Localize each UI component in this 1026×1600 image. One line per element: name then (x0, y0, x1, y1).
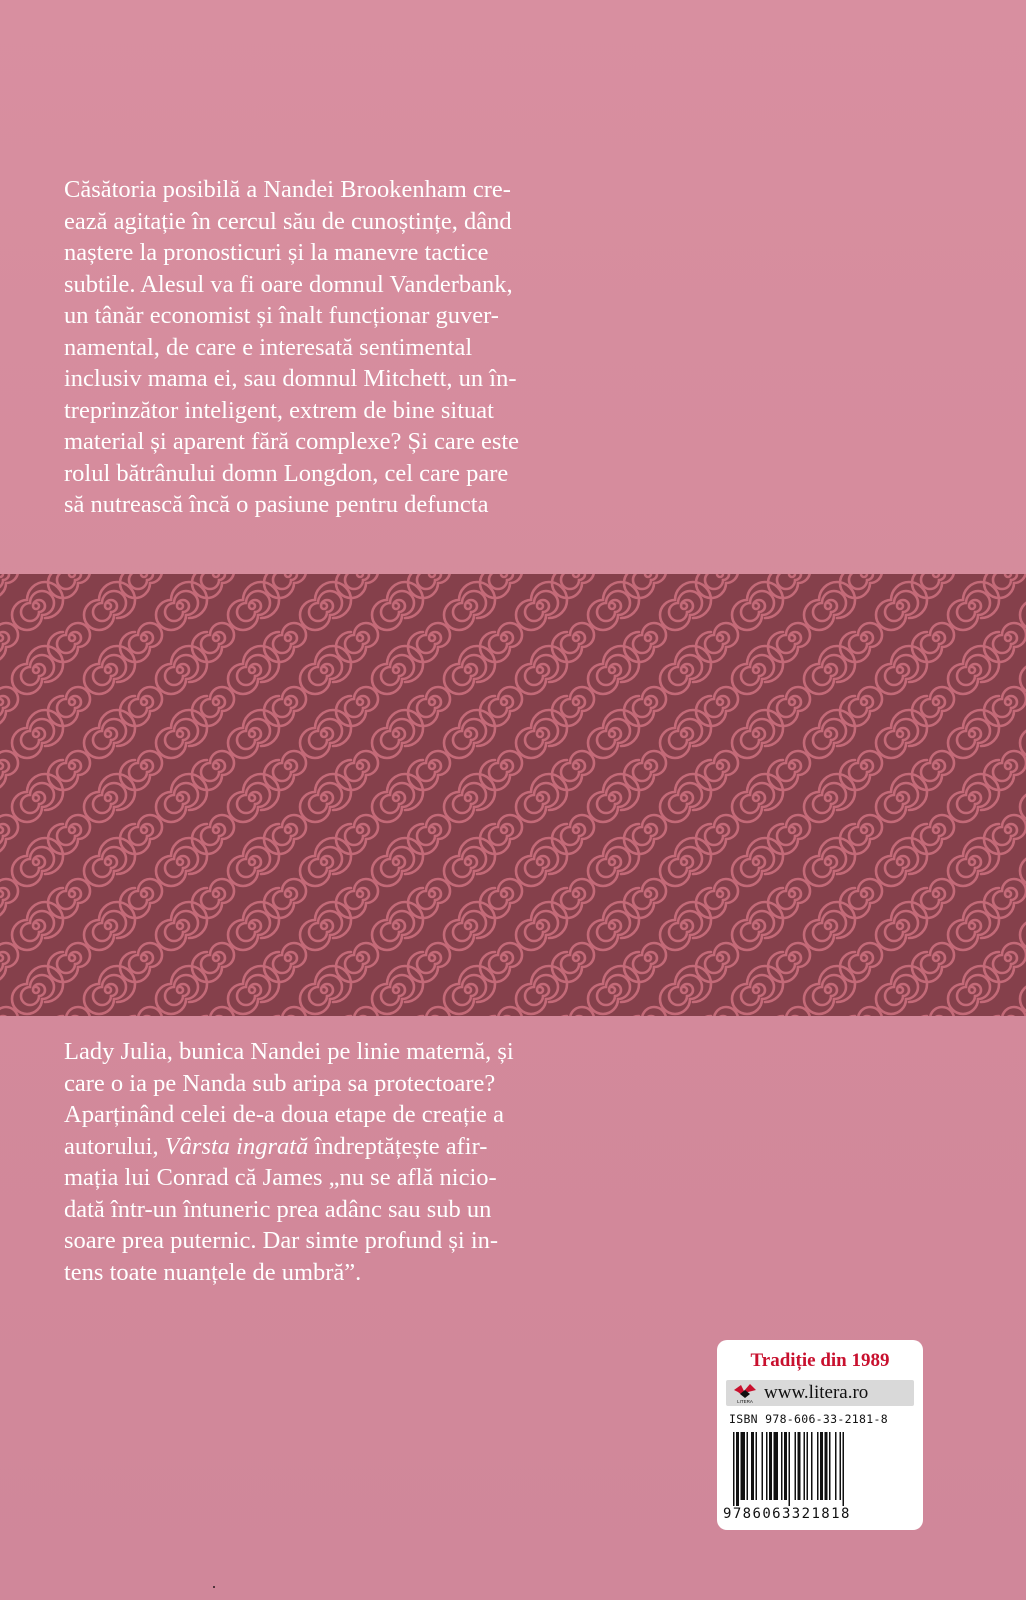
barcode-bar (798, 1432, 801, 1500)
blurb-line: ează agitație în cercul său de cunoștințe, dând (64, 207, 512, 235)
barcode-digits: 9786063321818 (723, 1506, 851, 1522)
barcode-bar (807, 1432, 809, 1500)
blurb-line: tens toate nuanțele de umbră”. (64, 1258, 362, 1286)
blurb-line: Căsătoria posibilă a Nandei Brookenham cre- (64, 176, 511, 203)
blurb-line: un tânăr economist și înalt funcționar guver- (64, 302, 499, 329)
logo-text: LITERA (737, 1399, 753, 1404)
blurb-line: rolul bătrânului domn Longdon, cel care pare (64, 459, 509, 487)
decorative-swirl-band (0, 574, 1026, 1016)
litera-logo-icon (730, 1382, 760, 1404)
blurb-line: care o ia pe Nanda sub aripa sa protectoare? (64, 1069, 496, 1097)
barcode-bar (843, 1432, 845, 1506)
blurb-line: subtile. Alesul va fi oare domnul Vanderbank, (64, 270, 513, 298)
barcode-bar (769, 1432, 772, 1500)
barcode-bar (733, 1432, 735, 1506)
swirl-pattern-icon (0, 574, 1026, 1016)
barcode-bar (835, 1432, 837, 1500)
blurb-line: mația lui Conrad că James „nu se află nicio- (64, 1164, 497, 1191)
blurb-line: naștere la pronosticuri și la manevre tactice (64, 239, 489, 266)
website-link[interactable]: www.litera.ro (764, 1382, 869, 1403)
barcode-bar (825, 1432, 828, 1500)
tradition-text: Tradiție din 1989 (750, 1350, 890, 1371)
blurb-line: dată într-un întuneric prea adânc sau sub un (64, 1195, 492, 1223)
blurb-line: material și aparent fără complexe? Și care este (64, 428, 520, 455)
blurb-bottom (64, 1036, 619, 1288)
barcode-bar (840, 1432, 842, 1500)
barcode-bar (774, 1432, 779, 1500)
blurb-line: Aparținând celei de-a doua etape de creație a (64, 1101, 505, 1128)
barcode-bar (751, 1432, 754, 1500)
blurb-text: autorului, (64, 1132, 165, 1160)
barcode-bar (817, 1432, 819, 1500)
speck (213, 1586, 215, 1588)
barcode-bar (804, 1432, 806, 1500)
blurb-line (64, 1131, 619, 1163)
blurb-text: îndreptățește afir- (308, 1132, 488, 1160)
barcode-bar (784, 1432, 787, 1500)
blurb-line: inclusiv mama ei, sau domnul Mitchett, un în- (64, 365, 517, 392)
barcode-bar (756, 1432, 758, 1500)
barcode-bar (741, 1432, 746, 1500)
barcode-bar (811, 1432, 813, 1500)
barcode-bar (829, 1432, 831, 1500)
blurb-line: soare prea puternic. Dar simte profund și in- (64, 1227, 499, 1254)
isbn-text: ISBN 978-606-33-2181-8 (729, 1412, 888, 1426)
barcode-bar (736, 1432, 739, 1506)
barcode-bar (795, 1432, 797, 1500)
blurb-line: namental, de care e interesată sentimental (64, 333, 473, 361)
barcode-icon (731, 1432, 909, 1506)
barcode-bar (762, 1432, 764, 1500)
barcode-bar (747, 1432, 749, 1500)
barcode-bar (789, 1432, 791, 1506)
book-title: Vârsta ingrată (164, 1132, 309, 1160)
barcode-bar (781, 1432, 783, 1500)
blurb-top (64, 174, 619, 521)
blurb-line: treprinzător inteligent, extrem de bine situat (64, 396, 494, 424)
blurb-line: Lady Julia, bunica Nandei pe linie maternă, și (64, 1038, 514, 1065)
blurb-line: să nutrească încă o pasiune pentru defuncta (64, 491, 489, 518)
barcode-bar (766, 1432, 768, 1500)
website-row (726, 1380, 914, 1406)
barcode-bar (820, 1432, 823, 1500)
publisher-barcode-label (717, 1340, 923, 1530)
